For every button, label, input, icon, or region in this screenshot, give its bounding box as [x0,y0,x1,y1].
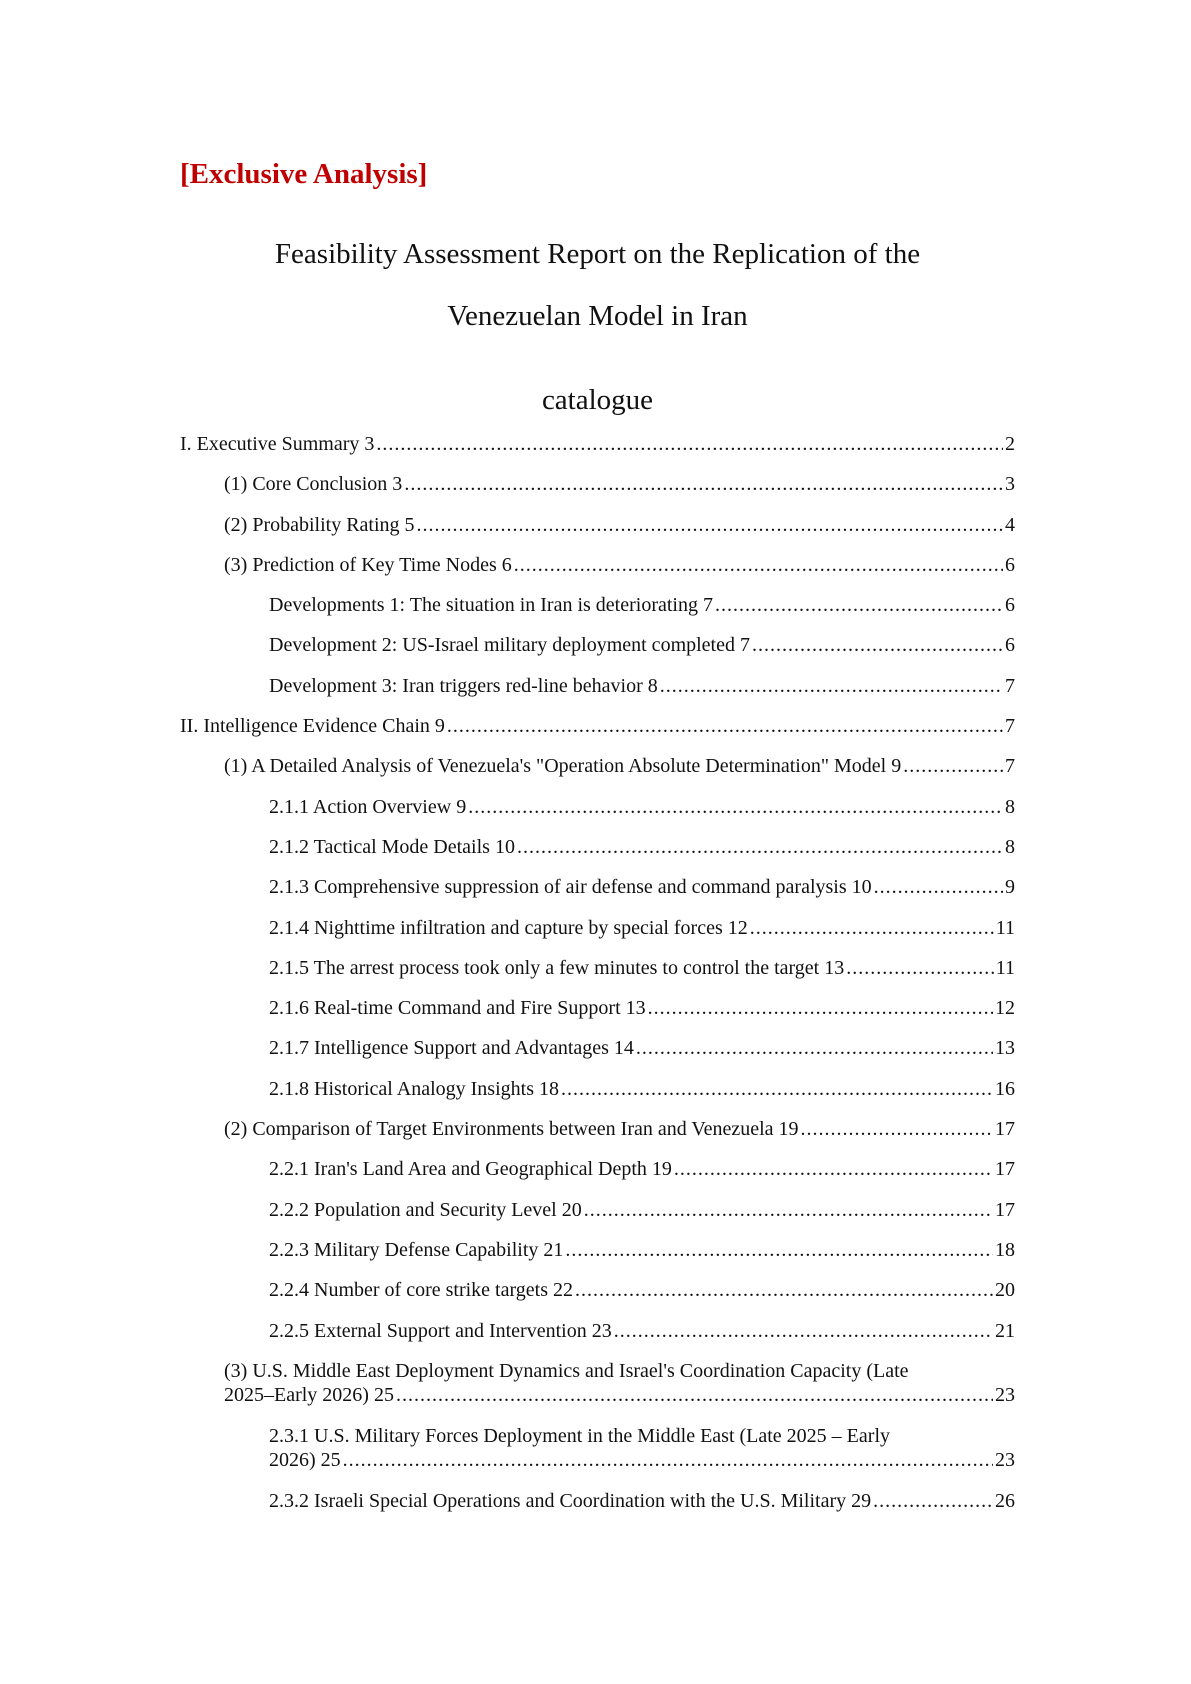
toc-entry[interactable] [180,1424,1015,1489]
toc-entry-row [269,996,1015,1020]
toc-page-number: 21 [995,1319,1015,1342]
toc-entry-title: 2.3.2 Israeli Special Operations and Coordination with the U.S. Military 29 [269,1489,872,1512]
toc-page-number: 13 [995,1037,1015,1060]
toc-entry-title: 2.2.4 Number of core strike targets 22 [269,1279,573,1302]
toc-entry[interactable] [180,1036,1015,1076]
toc-dot-leader [846,956,994,980]
toc-dot-leader [636,1036,993,1060]
toc-entry-row [269,1036,1015,1060]
toc-entry-title: II. Intelligence Evidence Chain 9 [180,715,445,738]
toc-dot-leader [648,996,993,1020]
toc-dot-leader [614,1319,993,1343]
toc-entry[interactable] [180,593,1015,633]
toc-page-number: 8 [1005,795,1015,818]
toc-entry[interactable] [180,1238,1015,1278]
toc-entry-row [269,795,1015,819]
toc-entry[interactable] [180,1077,1015,1117]
toc-dot-leader [903,754,1003,778]
toc-entry-title: 2.2.5 External Support and Intervention 23 [269,1319,612,1342]
toc-entry[interactable] [180,795,1015,835]
toc-dot-leader [447,714,1003,738]
toc-entry-row [224,1117,1015,1141]
toc-dot-leader [660,674,1003,698]
toc-dot-leader [417,513,1003,537]
toc-entry[interactable] [180,835,1015,875]
toc-dot-leader [565,1238,993,1262]
toc-entry-title: 2.1.7 Intelligence Support and Advantages 14 [269,1037,634,1060]
toc-entry[interactable] [180,875,1015,915]
toc-dot-leader [404,472,1003,496]
toc-dot-leader [674,1157,993,1181]
toc-entry-title: 2.2.3 Military Defense Capability 21 [269,1238,564,1261]
toc-entry-title: 2.2.2 Population and Security Level 20 [269,1198,582,1221]
toc-entry-row [224,754,1015,778]
toc-entry[interactable] [180,1117,1015,1157]
toc-entry-row [180,714,1015,738]
toc-entry[interactable] [180,432,1015,472]
toc-entry-row [224,1383,1015,1407]
toc-entry-title-line-1: (3) U.S. Middle East Deployment Dynamics and Israel's Coordination Capacity (Late [224,1359,909,1382]
toc-entry-row [224,553,1015,577]
toc-page-number: 23 [995,1383,1015,1406]
toc-entry-title: (2) Comparison of Target Environments between Iran and Venezuela 19 [224,1118,799,1141]
toc-entry-title: 2.1.4 Nighttime infiltration and capture by special forces 12 [269,916,748,939]
toc-dot-leader [750,916,994,940]
toc-dot-leader [468,795,1003,819]
toc-entry-row [269,633,1015,657]
table-of-contents [180,432,1015,1529]
report-title-line-2: Venezuelan Model in Iran [447,300,748,332]
toc-entry[interactable] [180,956,1015,996]
toc-page-number: 4 [1005,513,1015,536]
toc-page-number: 20 [995,1279,1015,1302]
toc-dot-leader [517,835,1003,859]
toc-dot-leader [584,1198,993,1222]
toc-page-number: 6 [1005,553,1015,576]
toc-entry-row [269,1448,1015,1472]
toc-dot-leader [396,1383,993,1407]
toc-page-number: 23 [995,1448,1015,1471]
toc-entry[interactable] [180,754,1015,794]
toc-entry-title: I. Executive Summary 3 [180,433,375,455]
toc-dot-leader [801,1117,993,1141]
toc-entry-row [269,1238,1015,1262]
toc-entry-title: 2025–Early 2026) 25 [224,1383,394,1406]
toc-entry-title: 2.1.2 Tactical Mode Details 10 [269,835,515,858]
toc-entry-title: 2.1.6 Real-time Command and Fire Support 13 [269,997,646,1020]
toc-page-number: 6 [1005,634,1015,657]
toc-entry[interactable] [180,1198,1015,1238]
toc-entry[interactable] [180,674,1015,714]
toc-page-number: 7 [1005,755,1015,778]
toc-entry-title: (2) Probability Rating 5 [224,513,415,536]
toc-entry-row [224,472,1015,496]
toc-page-number: 6 [1005,594,1015,617]
toc-entry-row [269,875,1015,899]
toc-page-number: 17 [995,1158,1015,1181]
toc-page-number: 17 [995,1118,1015,1141]
toc-dot-leader [561,1077,993,1101]
toc-dot-leader [752,633,1003,657]
toc-entry-title: 2.1.5 The arrest process took only a few minutes to control the target 13 [269,956,845,979]
toc-entry-title: (3) Prediction of Key Time Nodes 6 [224,553,512,576]
toc-entry-title: 2.1.8 Historical Analogy Insights 18 [269,1077,559,1100]
toc-entry[interactable] [180,1489,1015,1529]
toc-page-number: 11 [995,916,1015,939]
toc-dot-leader [376,432,1003,456]
toc-entry[interactable] [180,1319,1015,1359]
toc-entry-title: Development 2: US-Israel military deployment completed 7 [269,634,750,657]
toc-entry[interactable] [180,916,1015,956]
toc-page-number: 16 [995,1077,1015,1100]
report-title-line-1: Feasibility Assessment Report on the Replication of the [274,238,921,270]
toc-entry[interactable] [180,714,1015,754]
catalogue-heading: catalogue [541,384,654,416]
toc-entry-row [269,593,1015,617]
toc-entry[interactable] [180,553,1015,593]
toc-entry-row [180,432,1015,456]
toc-entry-row [269,1319,1015,1343]
toc-entry-row [269,674,1015,698]
toc-entry-title: (1) Core Conclusion 3 [224,473,403,496]
toc-entry[interactable] [180,1359,1015,1424]
toc-page-number: 7 [1005,674,1015,697]
toc-entry-row [269,1489,1015,1513]
toc-entry[interactable] [180,1278,1015,1318]
toc-entry-row [269,1278,1015,1302]
toc-dot-leader [514,553,1003,577]
toc-entry-row [269,835,1015,859]
toc-dot-leader [874,875,1003,899]
toc-page-number: 2 [1005,433,1015,455]
toc-entry-row [269,916,1015,940]
toc-entry[interactable] [180,633,1015,673]
toc-page-number: 18 [995,1238,1015,1261]
toc-page-number: 7 [1005,715,1015,738]
toc-entry-row [269,1198,1015,1222]
toc-page-number: 8 [1005,835,1015,858]
toc-page-number: 26 [995,1489,1015,1512]
toc-entry-title: Development 3: Iran triggers red-line behavior 8 [269,674,658,697]
toc-entry[interactable] [180,1157,1015,1197]
toc-entry-title: 2.1.3 Comprehensive suppression of air defense and command paralysis 10 [269,876,872,899]
exclusive-analysis-tag: [Exclusive Analysis] [180,158,428,190]
toc-entry-title: 2.1.1 Action Overview 9 [269,795,467,818]
toc-page-number: 17 [995,1198,1015,1221]
toc-entry-title-line-1: 2.3.1 U.S. Military Forces Deployment in the Middle East (Late 2025 – Early [269,1424,890,1447]
toc-entry-title: Developments 1: The situation in Iran is deteriorating 7 [269,594,713,617]
toc-page-number: 3 [1005,473,1015,496]
toc-page-number: 11 [995,956,1015,979]
toc-dot-leader [873,1489,993,1513]
toc-entry[interactable] [180,513,1015,553]
toc-entry-row [224,513,1015,537]
toc-dot-leader [575,1278,993,1302]
toc-entry-title: 2026) 25 [269,1448,341,1471]
toc-entry-row [269,956,1015,980]
toc-entry-title: (1) A Detailed Analysis of Venezuela's "Operation Absolute Determination" Model 9 [224,755,902,778]
toc-entry[interactable] [180,996,1015,1036]
toc-entry-title: 2.2.1 Iran's Land Area and Geographical Depth 19 [269,1158,672,1181]
toc-dot-leader [343,1448,993,1472]
toc-dot-leader [715,593,1003,617]
toc-entry-row [269,1157,1015,1181]
toc-entry-row [269,1077,1015,1101]
toc-entry[interactable] [180,472,1015,512]
toc-page-number: 9 [1005,876,1015,899]
toc-page-number: 12 [995,997,1015,1020]
